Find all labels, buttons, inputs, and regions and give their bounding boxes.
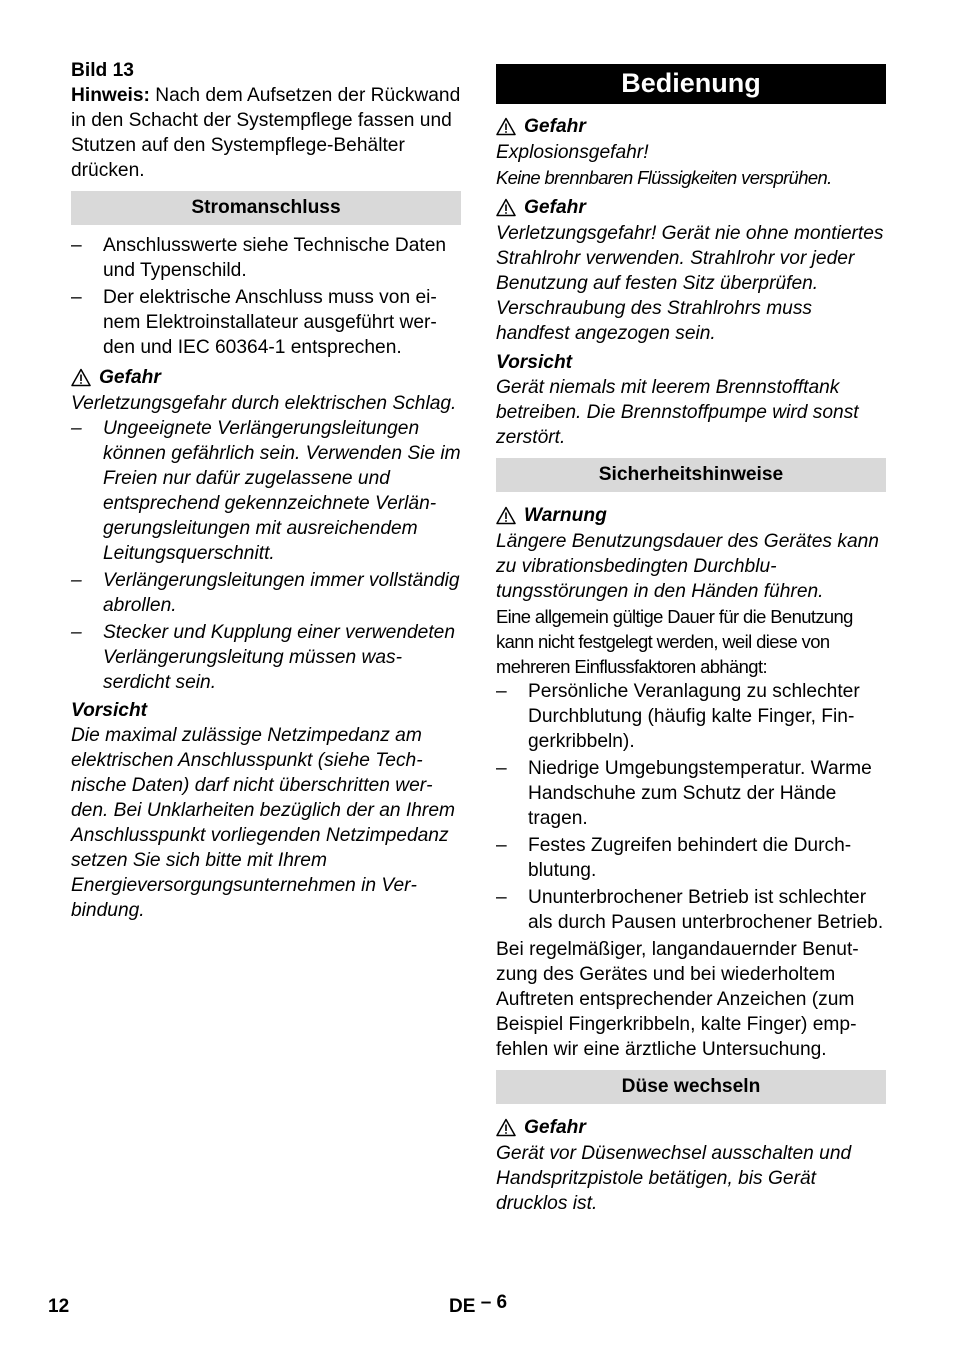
danger-label: Gefahr [524,197,586,218]
list-item: – Ungeeignete Verlängerungsleitungen können gefährlich sein. Verwenden Sie im Freien nur dafür zugelassene und entsprechend gekennzeichnete Verlängerungsleitungen mit ausreichendem Leitungsquerschnitt. [71,416,461,566]
danger-text: Verletzungsgefahr! Gerät nie ohne montiertes Strahlrohr verwenden. Strahlrohr vor jeder Benutzung auf festen Sitz überprüfen. Verschraubung des Strahlrohrs muss handfest angezogen sein. [496,223,884,344]
warning-text: Längere Benutzungsdauer des Gerätes kann zu vibrationsbedingten Durchblutungsstörungen in den Händen führen. [496,531,879,602]
safety-closing: Bei regelmäßiger, langandauernder Benutzung des Gerätes und bei wiederholtem Auftreten entsprechender Anzeichen (zum Beispiel Fingerkribbeln, kalte Finger) empfehlen wir eine ärztliche Untersuchung. [496,939,859,1060]
list-item: – Verlängerungsleitungen immer vollständig abrollen. [71,568,461,618]
section-page-number: 6 [496,1292,508,1313]
list-item: – Stecker und Kupplung einer verwendeten Verlängerungsleitung müssen wasserdicht sein. [71,620,461,695]
danger-text: Explosionsgefahr! [496,142,649,163]
note-text: Nach dem Aufsetzen der Rückwand in den Schacht der Systempflege fassen und Stutzen auf den Systempflege-Behälter drücken. [71,85,461,181]
danger-label: Gefahr [524,1117,586,1138]
list-item: – Persönliche Veranlagung zu schlechter Durchblutung (häufig kalte Finger, Fingerkribbeln). [496,679,886,754]
safety-list [496,679,886,935]
section-heading-duese-wechseln: Düse wechseln [496,1070,886,1104]
section-heading-sicherheitshinweise: Sicherheitshinweise [496,458,886,492]
caution-text: Gerät niemals mit leerem Brennstofftank betreiben. Die Brennstoffpumpe wird sonst zerstört. [496,377,859,448]
warning-label: Warnung [524,505,607,526]
danger-text: Keine brennbaren Flüssigkeiten versprühen. [496,167,832,188]
list-item: – Festes Zugreifen behindert die Durchblutung. [496,833,886,883]
left-column [71,58,461,923]
figure-label: Bild 13 [71,60,134,81]
danger-text: Gerät vor Düsenwechsel ausschalten und Handspritzpistole betätigen, bis Gerät drucklos ist. [496,1143,852,1214]
danger-text: Verletzungsgefahr durch elektrischen Schlag. [71,393,457,414]
note-label: Hinweis: [71,85,150,106]
right-column [496,58,886,1216]
warning-triangle-icon [496,117,516,136]
list-item: – Anschlusswerte siehe Technische Daten und Typenschild. [71,233,461,283]
danger-list [71,416,461,695]
section-page-marker [449,1292,508,1318]
warning-triangle-icon [71,368,91,387]
danger-heading [496,1114,886,1141]
danger-heading [496,194,886,221]
danger-heading [496,113,886,140]
caution-label: Vorsicht [71,700,148,721]
language-code: DE [449,1296,476,1317]
stromanschluss-list [71,233,461,360]
caution-text: Die maximal zulässige Netzimpedanz am elektrischen Anschlusspunkt (siehe Technische Daten) darf nicht überschritten werden. Bei Unklarheiten bezüglich der an Ihrem Anschlusspunkt vorliegenden Netzimpedanz setzen Sie sich bitte mit Ihrem Energieversorgungsunternehmen in Verbindung. [71,725,455,921]
warning-triangle-icon [496,198,516,217]
warning-heading [496,502,886,529]
list-item: – Ununterbrochener Betrieb ist schlechter als durch Pausen unterbrochener Betrieb. [496,885,886,935]
safety-intro: Eine allgemein gültige Dauer für die Benutzung kann nicht festgelegt werden, weil diese von mehreren Einflussfaktoren abhängt: [496,606,853,677]
page-number: 12 [48,1296,70,1317]
warning-triangle-icon [496,1118,516,1137]
list-item: – Niedrige Umgebungstemperatur. Warme Handschuhe zum Schutz der Hände tragen. [496,756,886,831]
danger-label: Gefahr [524,116,586,137]
section-heading-stromanschluss: Stromanschluss [71,191,461,225]
warning-triangle-icon [496,506,516,525]
chapter-title: Bedienung [496,64,886,104]
danger-heading [71,364,461,391]
note-paragraph [71,83,461,183]
caution-label: Vorsicht [496,352,573,373]
danger-label: Gefahr [99,367,161,388]
dash-separator: – [480,1292,492,1313]
list-item: – Der elektrische Anschluss muss von einem Elektroinstallateur ausgeführt werden und IEC 60364-1 entsprechen. [71,285,461,360]
